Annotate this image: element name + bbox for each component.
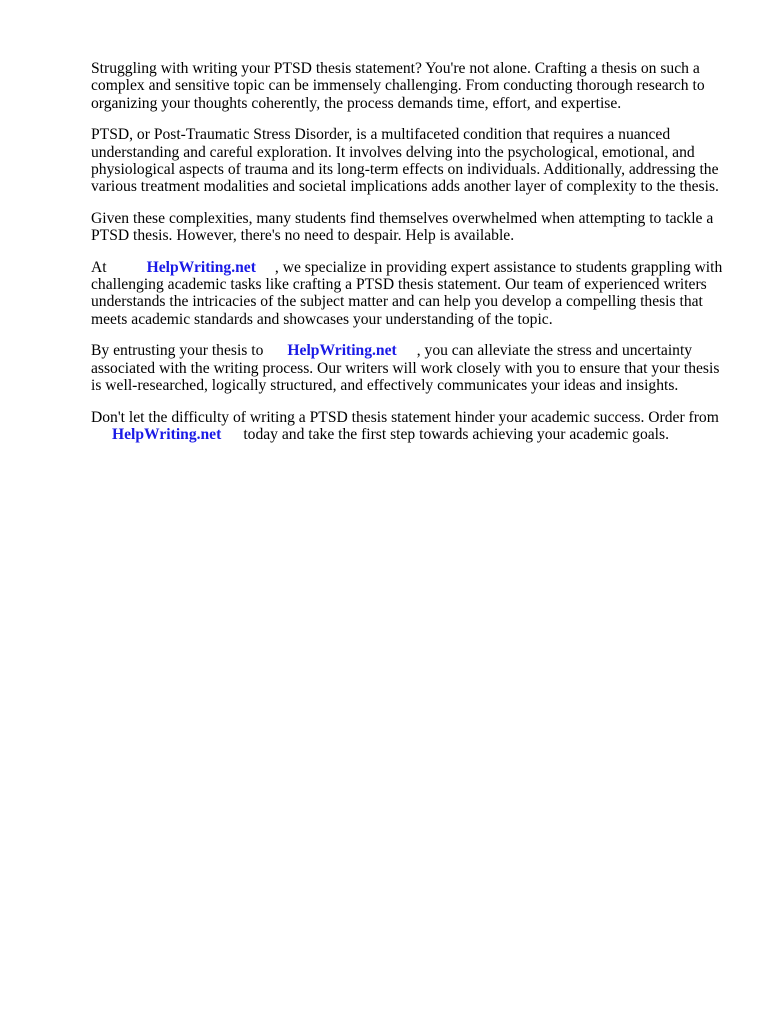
text-line: Given these complexities, many students find themselves overwhelmed when attempting to tackle a [91,209,714,227]
lead-text: By entrusting your thesis to [91,342,264,360]
text-line-with-link [91,342,721,359]
helpwriting-link[interactable]: HelpWriting.net [287,342,397,360]
text-line-with-link [91,426,721,443]
text-line: understanding and careful exploration. It involves delving into the psychological, emotional, and [91,143,695,161]
text-line: complex and sensitive topic can be immensely challenging. From conducting thorough research to [91,77,705,95]
paragraph-call-to-action [91,409,721,444]
text-line-with-link [91,259,721,276]
text-line: organizing your thoughts coherently, the process demands time, effort, and expertise. [91,94,622,112]
paragraph-intro [91,60,721,112]
trail-text: , you can alleviate the stress and uncertainty [416,342,693,360]
document-page [91,60,721,457]
text-line: various treatment modalities and societal implications adds another layer of complexity to the thesis. [91,178,719,196]
text-line: is well-researched, logically structured, and effectively communicates your ideas and insights. [91,377,679,395]
text-line: PTSD thesis. However, there's no need to despair. Help is available. [91,227,515,245]
helpwriting-link[interactable]: HelpWriting.net [146,258,256,276]
helpwriting-link[interactable]: HelpWriting.net [112,425,222,443]
trail-text: today and take the first step towards achieving your academic goals. [243,425,669,443]
text-line: understands the intricacies of the subject matter and can help you develop a compelling thesis that [91,293,703,311]
text-line: Struggling with writing your PTSD thesis statement? You're not alone. Crafting a thesis on such a [91,60,700,77]
paragraph-service [91,259,721,329]
text-line: challenging academic tasks like crafting a PTSD thesis statement. Our team of experienced writers [91,276,707,294]
trail-text: , we specialize in providing expert assistance to students grappling with [274,258,723,276]
text-line: associated with the writing process. Our writers will work closely with you to ensure that your thesis [91,359,720,377]
text-line: Don't let the difficulty of writing a PTSD thesis statement hinder your academic success. Order from [91,408,719,426]
paragraph-complexities [91,210,721,245]
text-line: meets academic standards and showcases your understanding of the topic. [91,310,553,328]
text-line: PTSD, or Post-Traumatic Stress Disorder, is a multifaceted condition that requires a nuanced [91,126,671,144]
lead-text: At [91,258,107,276]
paragraph-entrusting [91,342,721,394]
text-line: physiological aspects of trauma and its long-term effects on individuals. Additionally, addressing the [91,161,719,179]
paragraph-ptsd-definition [91,126,721,196]
